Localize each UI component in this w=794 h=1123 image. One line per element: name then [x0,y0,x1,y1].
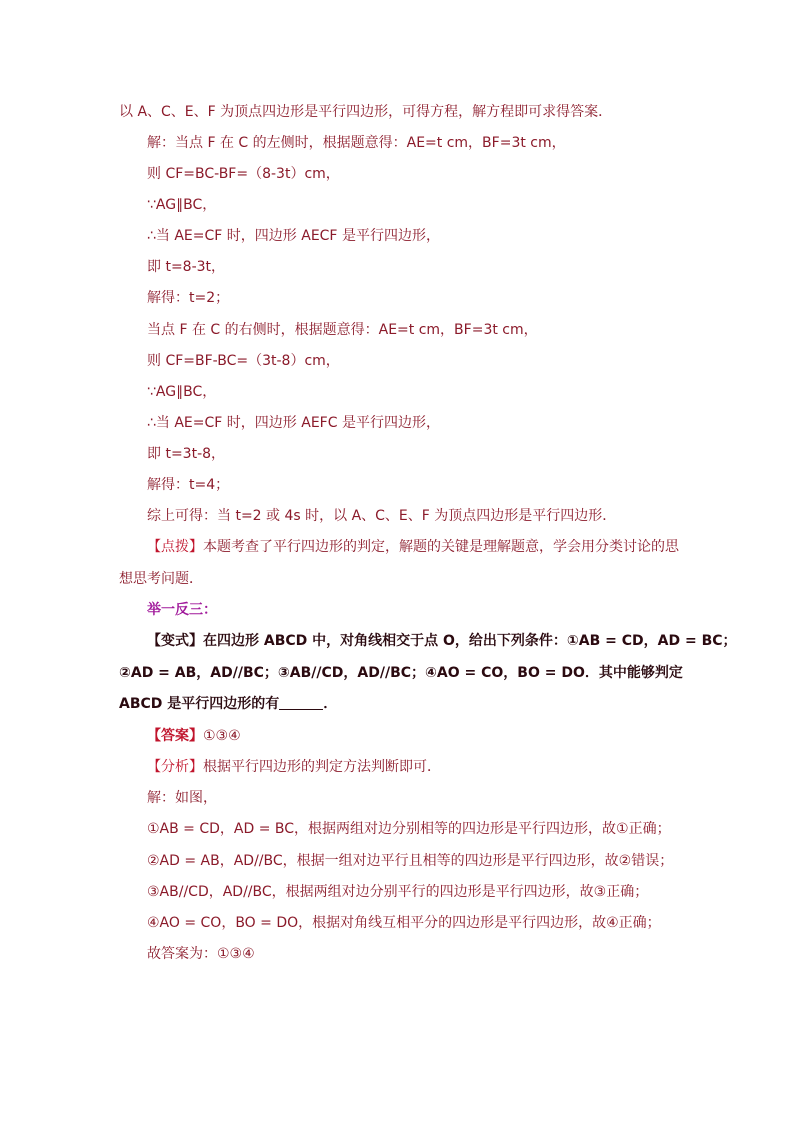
text-line: ∵AG∥BC， [147,197,217,213]
answer-blank [279,695,323,710]
text-line: 则 CF=BC-BF=（8-3t）cm， [147,166,340,182]
answer-label: 【答案】 [147,728,203,744]
analysis-label: 【分析】 [147,759,203,775]
solution-line: ①AB = CD，AD = BC，根据两组对边分别相等的四边形是平行四边形，故①正确； [147,821,671,837]
text-line: 综上可得：当 t=2 或 4s 时，以 A、C、E、F 为顶点四边形是平行四边形． [147,508,617,524]
text-line: ∴当 AE=CF 时，四边形 AECF 是平行四边形， [147,228,440,244]
text-line: 即 t=3t-8， [147,446,226,462]
tip-text: 本题考查了平行四边形的判定，解题的关键是理解题意，学会用分类讨论的思 [203,539,679,555]
text-line: 即 t=8-3t， [147,259,226,275]
solution-line: 故答案为：①③④ [147,946,255,962]
question-text: ABCD 是平行四边形的有 [119,696,280,712]
question-line-3 [119,694,337,714]
text-line: 以 A、C、E、F 为顶点四边形是平行四边形，可得方程，解方程即可求得答案． [119,104,613,120]
answer-line [147,726,241,746]
tip-line-2: 想思考问题． [119,571,203,587]
answer-value: ①③④ [203,728,241,744]
analysis-text: 根据平行四边形的判定方法判断即可． [203,759,441,775]
solution-line: ②AD = AB，AD//BC，根据一组对边平行且相等的四边形是平行四边形，故②错误； [147,853,674,869]
question-end: ． [323,696,338,712]
analysis-line [147,757,441,777]
tip-line [147,537,679,557]
text-line: 解得：t=2； [147,290,230,306]
text-line: 解：当点 F 在 C 的左侧时，根据题意得：AE=t cm，BF=3t cm， [147,135,566,151]
question-line-1: 【变式】在四边形 ABCD 中，对角线相交于点 O，给出下列条件：①AB = CD，AD = BC； [147,633,737,649]
section-title: 举一反三： [147,602,217,618]
text-line: ∴当 AE=CF 时，四边形 AEFC 是平行四边形， [147,415,440,431]
solution-line: ③AB//CD，AD//BC，根据两组对边分别平行的四边形是平行四边形，故③正确； [147,884,649,900]
text-line: 当点 F 在 C 的右侧时，根据题意得：AE=t cm，BF=3t cm， [147,322,538,338]
text-line: 则 CF=BF-BC=（3t-8）cm， [147,353,340,369]
tip-label: 【点拨】 [147,539,203,555]
text-line: 解得：t=4； [147,477,230,493]
text-line: ∵AG∥BC， [147,384,217,400]
question-line-2: ②AD = AB，AD//BC；③AB//CD，AD//BC；④AO = CO，BO = DO．其中能够判定 [119,665,683,681]
solution-line: 解：如图， [147,790,217,806]
solution-line: ④AO = CO，BO = DO，根据对角线互相平分的四边形是平行四边形，故④正确； [147,915,661,931]
